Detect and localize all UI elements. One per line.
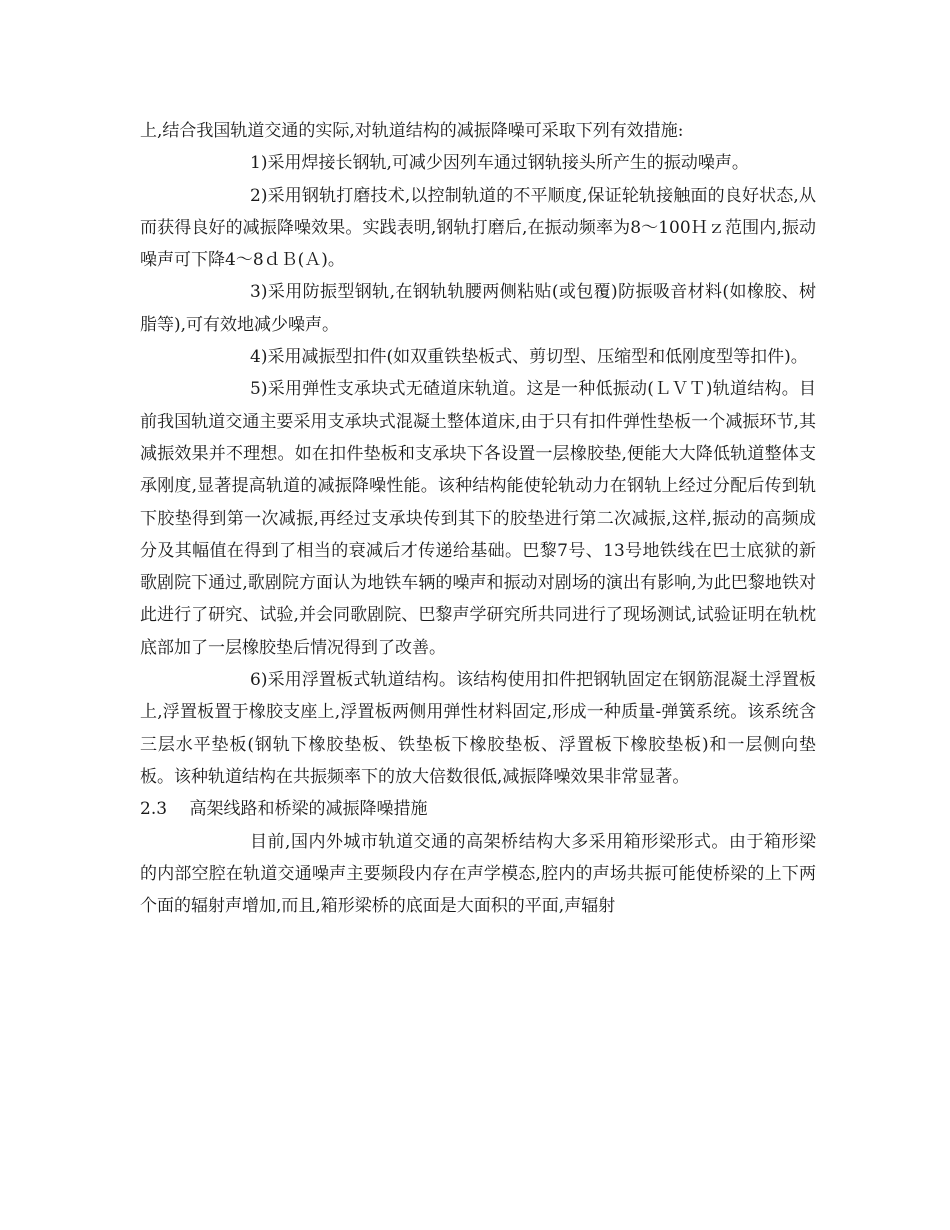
measure-item-4: 4)采用减振型扣件(如双重铁垫板式、剪切型、压缩型和低刚度型等扣件)。 — [250, 347, 808, 368]
measure-item-6: 6)采用浮置板式轨道结构。该结构使用扣件把钢轨固定在钢筋混凝土浮置板上,浮置板置于橡胶支座上,浮置板两侧用弹性材料固定,形成一种质量-弹簧系统。该系统含三层水平垫板(钢轨下橡胶垫板、铁垫板下橡胶垫板、浮置板下橡胶垫板)和一层侧向垫板。该种轨道结构在共振频率下的放大倍数很低,减振降噪效果非常显著。 — [140, 670, 816, 787]
section-heading: 2.3 高架线路和桥梁的减振降噪措施 — [140, 799, 428, 820]
measure-item-2: 2)采用钢轨打磨技术,以控制轨道的不平顺度,保证轮轨接触面的良好状态,从而获得良好的减振降噪效果。实践表明,钢轨打磨后,在振动频率为8～100Ｈｚ范围内,振动噪声可下降4～8ｄＢ(Ａ)。 — [140, 185, 816, 271]
document-page — [140, 115, 816, 922]
measure-item-3: 3)采用防振型钢轨,在钢轨轨腰两侧粘贴(或包覆)防振吸音材料(如橡胶、树脂等),可有效地减少噪声。 — [140, 282, 816, 335]
measure-item-1: 1)采用焊接长钢轨,可减少因列车通过钢轨接头所产生的振动噪声。 — [250, 153, 749, 174]
section-paragraph: 目前,国内外城市轨道交通的高架桥结构大多采用箱形梁形式。由于箱形梁的内部空腔在轨道交通噪声主要频段内存在声学模态,腔内的声场共振可能使桥梁的上下两个面的辐射声增加,而且,箱形梁桥的底面是大面积的平面,声辐射 — [140, 831, 816, 917]
measure-item-5: 5)采用弹性支承块式无碴道床轨道。这是一种低振动(ＬＶＴ)轨道结构。目前我国轨道交通主要采用支承块式混凝土整体道床,由于只有扣件弹性垫板一个减振环节,其减振效果并不理想。如在扣件垫板和支承块下各设置一层橡胶垫,便能大大降低轨道整体支承刚度,显著提高轨道的减振降噪性能。该种结构能使轮轨动力在钢轨上经过分配后传到轨下胶垫得到第一次减振,再经过支承块传到其下的胶垫进行第二次减振,这样,振动的高频成分及其幅值在得到了相当的衰减后才传递给基础。巴黎7号、13号地铁线在巴士底狱的新歌剧院下通过,歌剧院方面认为地铁车辆的噪声和振动对剧场的演出有影响,为此巴黎地铁对此进行了研究、试验,并会同歌剧院、巴黎声学研究所共同进行了现场测试,试验证明在轨枕底部加了一层橡胶垫后情况得到了改善。 — [140, 379, 816, 658]
paragraph-continuation: 上,结合我国轨道交通的实际,对轨道结构的减振降噪可采取下列有效措施: — [140, 121, 684, 141]
